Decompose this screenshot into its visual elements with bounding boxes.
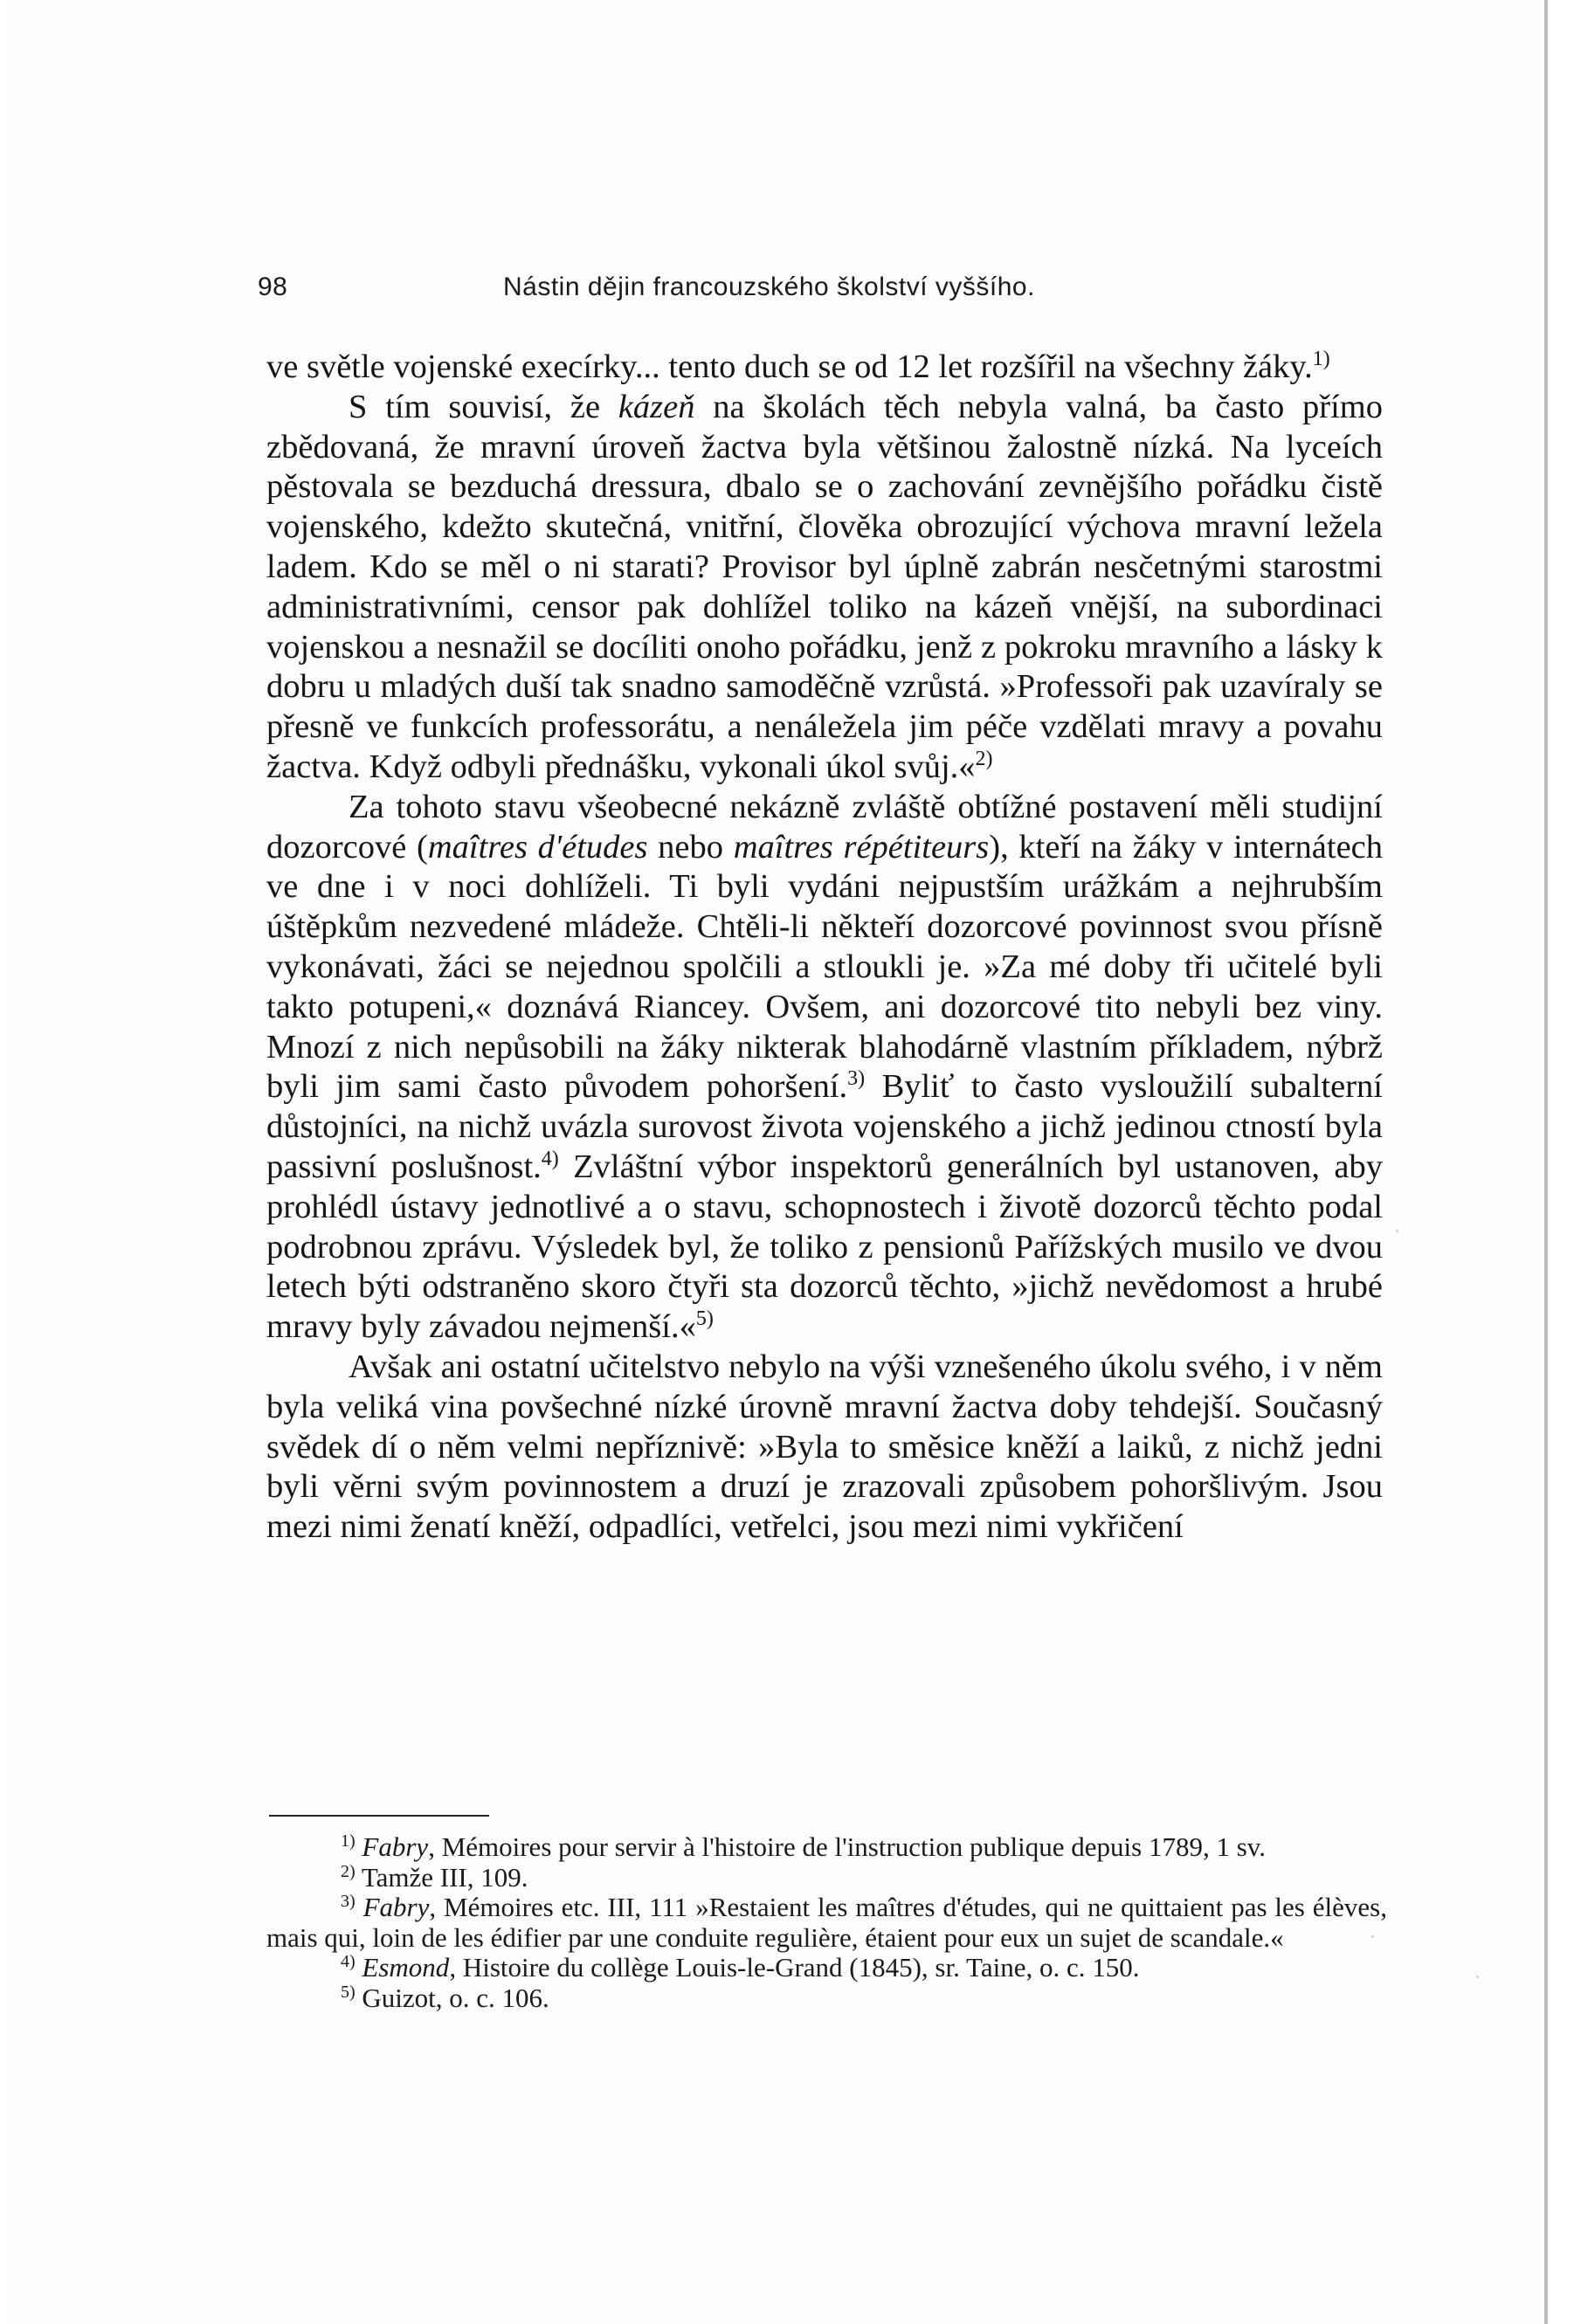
scan-speck bbox=[1396, 1230, 1398, 1232]
book-page bbox=[9, 0, 1548, 2324]
running-title: Nástin dějin francouzského školství vyššího. bbox=[503, 272, 1035, 301]
emphasis-maitres-etudes: maîtres d'études bbox=[427, 828, 648, 865]
paragraph-2: S tím souvisí, že kázeň na školách těch nebyla valná, ba často přímo zbědovaná, že mravní úroveň žactva byla většinou žalostně nízká. Na lyceích pěstovala se bezduchá dressura, dbalo se o zachování zevnějšího pořádku čistě vojenského, kdežto skutečná, vnitřní, člověka obrozující výchova mravní ležela ladem. Kdo se měl o ni starati? Provisor byl úplně zabrán nesčetnými starostmi administrativními, censor pak dohlížel toliko na kázeň vnější, na subordinaci vojenskou a nesnažil se docíliti onoho pořádku, jenž z pokroku mravního a lásky k dobru u mladých duší tak snadno samoděčně vzrůstá. »Professoři pak uzavíraly se přesně ve funkcích professorátu, a nenáležela jim péče vzdělati mravy a povahu žactva. Když odbyli přednášku, vykonali úkol svůj.«$^{2)}$ bbox=[266, 388, 1383, 785]
paragraph-3: Za tohoto stavu všeobecné nekázně zvláště obtížné postavení měli studijní dozorcové (maîtres d'études nebo maîtres répétiteurs), kteří na žáky v internátech ve dne i v noci dohlíželi. Ti byli vydáni nejpustším urážkám a nejhrubším úštěpkům nezvedené mládeže. Chtěli-li někteří dozorcové povinnost svou přísně vykonávati, žáci se nejednou spolčili a stloukli je. »Za mé doby tři učitelé byli takto potupeni,« doznává Riancey. Ovšem, ani dozorcové tito nebyli bez viny. Mnozí z nich nepůsobili na žáky nikterak blahodárně vlastním příkladem, nýbrž byli jim sami často původem pohoršení.$^{3)}$ Byliť to často vysloužilí subalterní důstojníci, na nichž uvázla surovost života vojenského a jichž jedinou ctností byla passivní poslušnost.$^{4)}$ Zvláštní výbor inspektorů generálních byl ustanoven, aby prohlédl ústavy jednotlivé a o stavu, schopnostech i životě dozorců těchto podal podrobnou zprávu. Výsledek byl, že toliko z pensionů Pařížských musilo ve dvou letech býti odstraněno skoro čtyři sta dozorců těchto, »jichž nevědomost a hrubé mravy byly závadou nejmenší.«$^{5)}$ bbox=[266, 788, 1384, 1346]
emphasis-maitres-repetiteurs: maîtres répétiteurs bbox=[733, 828, 990, 865]
footnote-1: $^{1)}$ Fabry, Mémoires pour servir à l'histoire de l'instruction publique depuis 1789, 1 sv. bbox=[341, 1831, 1267, 1862]
paragraph-4: Avšak ani ostatní učitelstvo nebylo na výši vznešeného úkolu svého, i v něm byla veliká vina povšechné nízké úrovně mravní žactva doby tehdejší. Současný svědek dí o něm velmi nepříznivě: »Byla to směsice kněží a laiků, z nichž jedni byli věrni svým povinnostem a druzí je zrazovali způsobem pohoršlivým. Jsou mezi nimi ženatí kněží, odpadlíci, vetřelci, jsou mezi nimi vykřičení bbox=[266, 1348, 1383, 1546]
page-number: 98 bbox=[258, 272, 288, 301]
footnote-ref-5[interactable]: 5) bbox=[695, 1307, 714, 1331]
footnotes bbox=[266, 1832, 1387, 2014]
scan-speck bbox=[1476, 1976, 1479, 1978]
footnote-2: $^{2)}$ Tamže III, 109. bbox=[341, 1861, 528, 1893]
footnote-ref-2[interactable]: 2) bbox=[975, 747, 993, 770]
footnote-ref-1[interactable]: 1) bbox=[1312, 348, 1330, 370]
body-text bbox=[266, 348, 1383, 1548]
footnote-ref-4[interactable]: 4) bbox=[541, 1147, 559, 1170]
footnote-ref-3[interactable]: 3) bbox=[847, 1067, 866, 1091]
footnote-5: $^{5)}$ Guizot, o. c. 106. bbox=[341, 1982, 549, 2013]
emphasis-kazen: kázeň bbox=[618, 388, 695, 425]
paragraph-1: ve světle vojenské execírky... tento duch se od 12 let rozšířil na všechny žáky.$^{1)}$ bbox=[266, 348, 1330, 385]
footnote-4: $^{4)}$ Esmond, Histoire du collège Louis-le-Grand (1845), sr. Taine, o. c. 150. bbox=[341, 1952, 1140, 1983]
footnote-3: $^{3)}$ Fabry, Mémoires etc. III, 111 »Restaient les maîtres d'études, qui ne quittaient pas les élèves, mais qui, loin de les édifier par une conduite regulière, étaient pour eux un sujet de scandale.« bbox=[266, 1892, 1387, 1953]
footnote-divider bbox=[269, 1815, 489, 1817]
